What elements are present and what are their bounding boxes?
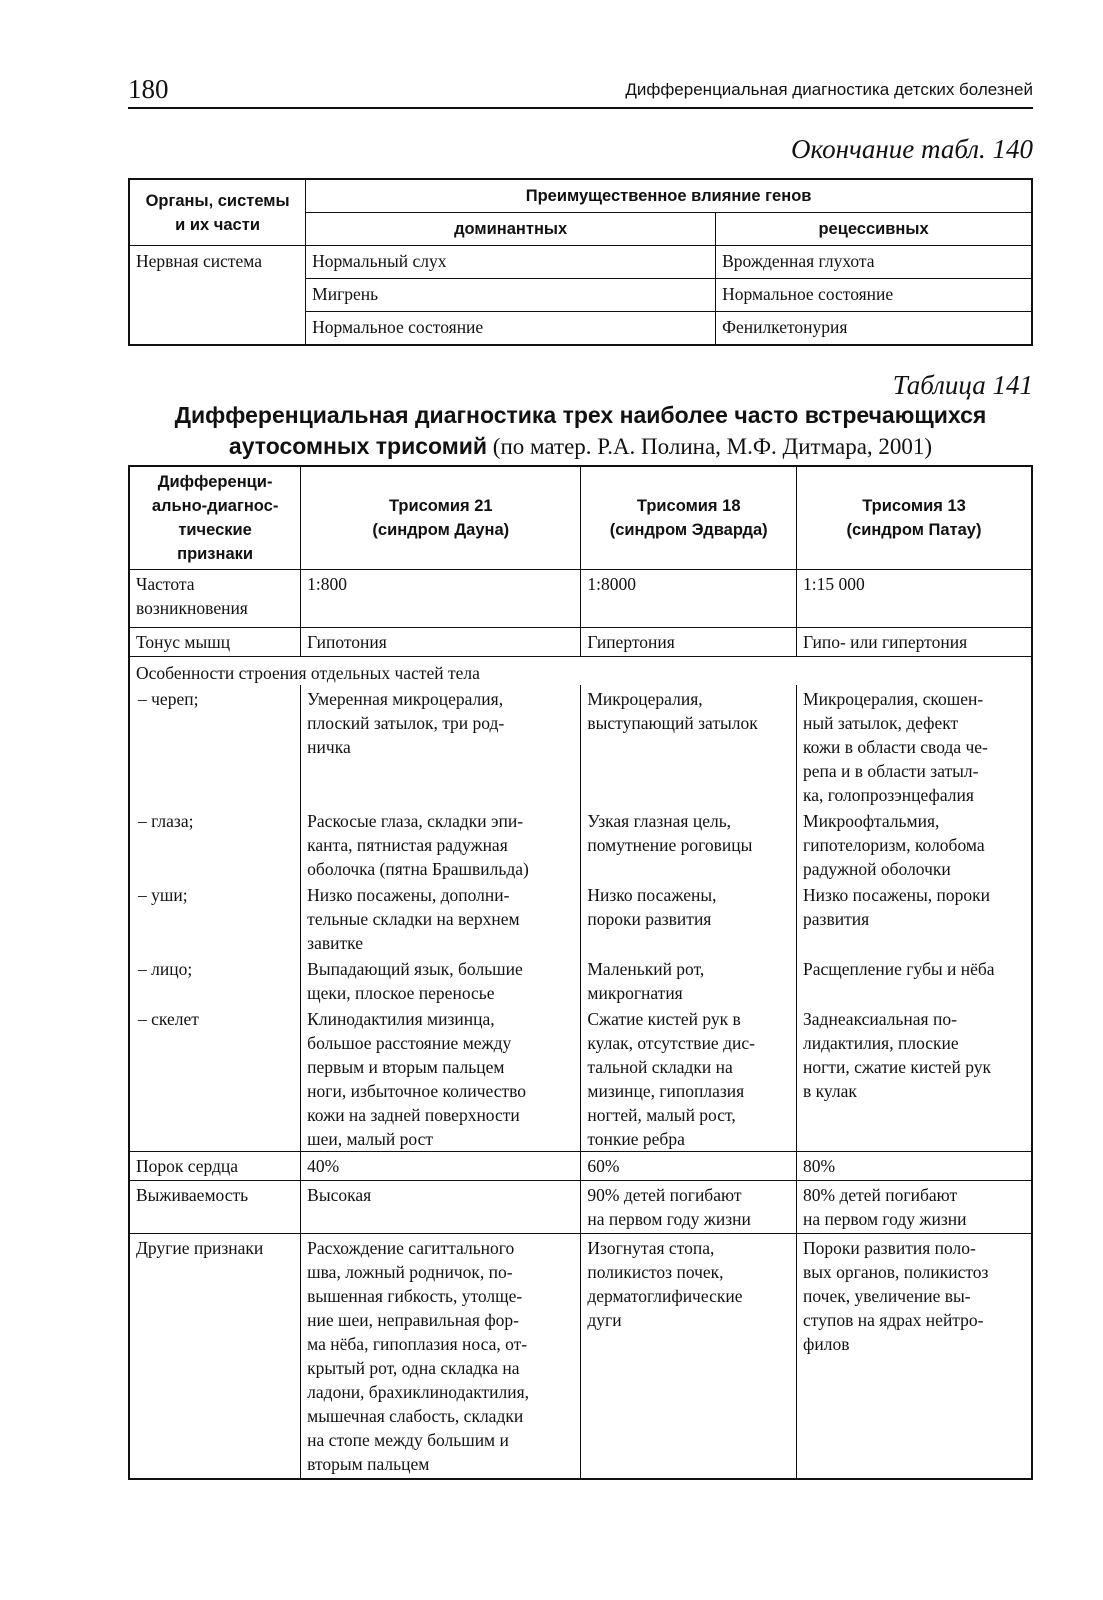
table-row	[129, 1005, 1032, 1152]
cell-t13: Расщепление губы и нёба	[797, 955, 1032, 1005]
table-141	[128, 465, 1033, 1480]
cell-t13: 80%	[797, 1152, 1032, 1181]
section-header-row	[129, 657, 1032, 686]
cell-t18: Сжатие кистей рук в кулак, отсутствие дис- тальной складки на мизинце, гипоплазия ногтей, малый рост, тонкие ребра	[581, 1005, 797, 1152]
title-bold-line1: Дифференциальная диагностика трех наиболее часто встречающихся	[174, 402, 987, 428]
cell-t18: Изогнутая стопа, поликистоз почек, дерматоглифические дуги	[581, 1234, 797, 1480]
cell-t21: Высокая	[301, 1181, 581, 1234]
cell-t18: Гипертония	[581, 628, 797, 657]
cell-t13: 80% детей погибают на первом году жизни	[797, 1181, 1032, 1234]
t140-rec: Нормальное состояние	[716, 279, 1032, 312]
header-rule	[128, 107, 1033, 109]
t140-rec: Фенилкетонурия	[716, 312, 1032, 346]
cell-t18: Низко посажены, пороки развития	[581, 881, 797, 955]
cell-t13: 1:15 000	[797, 570, 1032, 628]
table-row	[129, 881, 1032, 955]
t141-head-features: Дифференци- ально-диагнос- тические признаки	[129, 466, 301, 570]
table-row	[129, 1152, 1032, 1181]
table-row	[129, 807, 1032, 881]
table-row	[129, 1181, 1032, 1234]
table-row	[129, 685, 1032, 807]
table-row	[129, 1234, 1032, 1480]
table-row	[129, 570, 1032, 628]
t140-head-recessive: рецессивных	[716, 213, 1032, 246]
section-title: Особенности строения отдельных частей тела	[129, 657, 1032, 686]
t140-dom: Мигрень	[306, 279, 716, 312]
feature-label: – череп;	[129, 685, 301, 807]
cell-t13: Микроофтальмия, гипотелоризм, колобома радужной оболочки	[797, 807, 1032, 881]
cell-t18: Узкая глазная цель, помутнение роговицы	[581, 807, 797, 881]
cell-t18: 1:8000	[581, 570, 797, 628]
cell-t13: Гипо- или гипертония	[797, 628, 1032, 657]
feature-label: – уши;	[129, 881, 301, 955]
t140-head-dominant: доминантных	[306, 213, 716, 246]
cell-t21: Гипотония	[301, 628, 581, 657]
feature-label: – лицо;	[129, 955, 301, 1005]
feature-label: – глаза;	[129, 807, 301, 881]
t141-head-t13: Трисомия 13 (синдром Патау)	[797, 466, 1032, 570]
cell-t21: Расхождение сагиттального шва, ложный родничок, по- вышенная гибкость, утолще- ние шеи, неправильная фор- ма нёба, гипоплазия носа, от- крытый рот, одна складка на ладони, брахиклинодактилия, мышечная слабость, складки на стопе между большим и вторым пальцем	[301, 1234, 581, 1480]
cell-t18: 90% детей погибают на первом году жизни	[581, 1181, 797, 1234]
cell-t18: Маленький рот, микрогнатия	[581, 955, 797, 1005]
table-row	[129, 246, 1032, 279]
row-label: Частота возникновения	[129, 570, 301, 628]
row-label: Выживаемость	[129, 1181, 301, 1234]
table-141-caption: Таблица 141	[892, 370, 1033, 400]
t141-head-t18: Трисомия 18 (синдром Эдварда)	[581, 466, 797, 570]
t140-head-organs: Органы, системы и их части	[129, 179, 306, 246]
title-source: (по матер. Р.А. Полина, М.Ф. Дитмара, 2001)	[487, 434, 933, 459]
page-number: 180	[128, 74, 169, 104]
running-title: Дифференциальная диагностика детских болезней	[625, 80, 1033, 99]
cell-t21: Выпадающий язык, большие щеки, плоское переносье	[301, 955, 581, 1005]
table-141-title	[128, 400, 1033, 462]
table-row	[129, 628, 1032, 657]
cell-t13: Заднеаксиальная по- лидактилия, плоские ногти, сжатие кистей рук в кулак	[797, 1005, 1032, 1152]
table-row	[129, 955, 1032, 1005]
cell-t21: Клинодактилия мизинца, большое расстояние между первым и вторым пальцем ноги, избыточное количество кожи на задней поверхности шеи, малый рост	[301, 1005, 581, 1152]
title-bold-line2: аутосомных трисомий	[228, 433, 488, 459]
cell-t21: Умеренная микроцералия, плоский затылок, три род- ничка	[301, 685, 581, 807]
table-140	[128, 178, 1033, 346]
t140-dom: Нормальное состояние	[306, 312, 716, 346]
cell-t21: 40%	[301, 1152, 581, 1181]
t140-head-group: Преимущественное влияние генов	[306, 179, 1032, 213]
t140-rec: Врожденная глухота	[716, 246, 1032, 279]
cell-t21: 1:800	[301, 570, 581, 628]
cell-t13: Низко посажены, пороки развития	[797, 881, 1032, 955]
table-140-caption: Окончание табл. 140	[790, 134, 1033, 164]
t140-dom: Нормальный слух	[306, 246, 716, 279]
t140-organ: Нервная система	[129, 246, 306, 346]
cell-t13: Пороки развития поло- вых органов, поликистоз почек, увеличение вы- ступов на ядрах нейтро- филов	[797, 1234, 1032, 1480]
row-label: Тонус мышц	[129, 628, 301, 657]
row-label: Другие признаки	[129, 1234, 301, 1480]
cell-t21: Низко посажены, дополни- тельные складки на верхнем завитке	[301, 881, 581, 955]
row-label: Порок сердца	[129, 1152, 301, 1181]
cell-t13: Микроцералия, скошен- ный затылок, дефект кожи в области свода че- репа и в области затыл- ка, голопрозэнцефалия	[797, 685, 1032, 807]
cell-t21: Раскосые глаза, складки эпи- канта, пятнистая радужная оболочка (пятна Брашвильда)	[301, 807, 581, 881]
cell-t18: Микроцералия, выступающий затылок	[581, 685, 797, 807]
feature-label: – скелет	[129, 1005, 301, 1152]
cell-t18: 60%	[581, 1152, 797, 1181]
t141-head-t21: Трисомия 21 (синдром Дауна)	[301, 466, 581, 570]
